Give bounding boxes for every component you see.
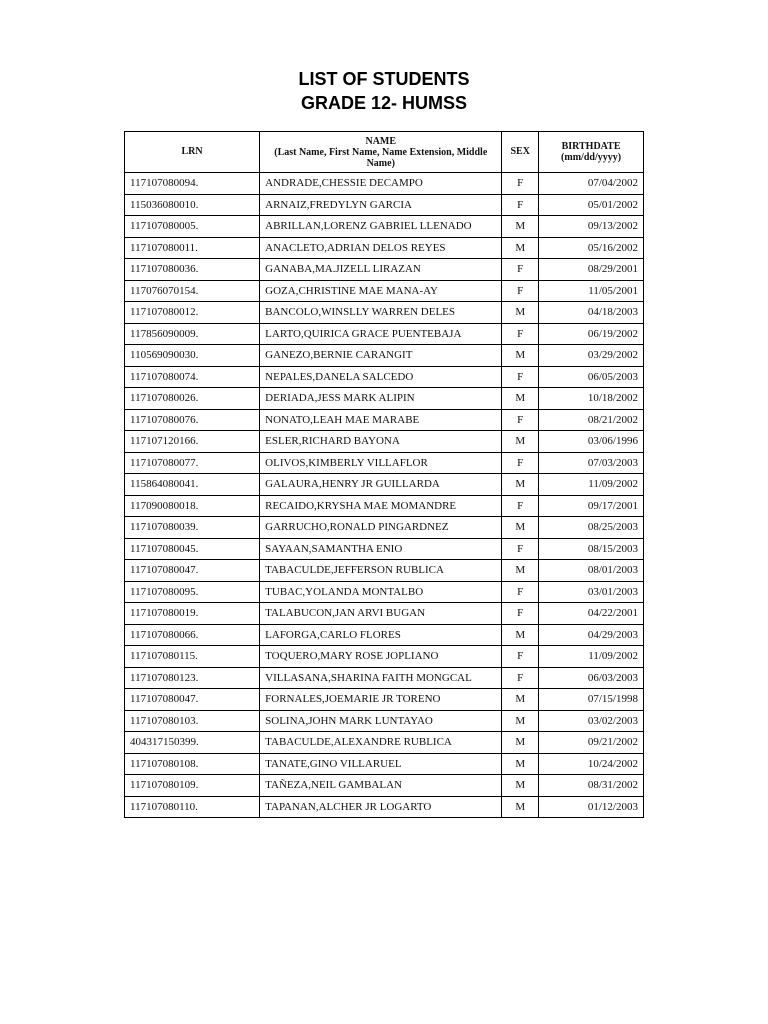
cell-sex: M — [502, 689, 539, 711]
cell-name: ANACLETO,ADRIAN DELOS REYES — [260, 237, 502, 259]
cell-name: ANDRADE,CHESSIE DECAMPO — [260, 173, 502, 195]
cell-lrn: 117076070154. — [125, 280, 260, 302]
cell-birthdate: 08/25/2003 — [539, 517, 644, 539]
cell-lrn: 115864080041. — [125, 474, 260, 496]
cell-name: TOQUERO,MARY ROSE JOPLIANO — [260, 646, 502, 668]
cell-sex: F — [502, 603, 539, 625]
cell-sex: F — [502, 280, 539, 302]
table-row — [125, 388, 644, 410]
cell-birthdate: 07/04/2002 — [539, 173, 644, 195]
cell-lrn: 117107120166. — [125, 431, 260, 453]
cell-lrn: 117107080011. — [125, 237, 260, 259]
cell-birthdate: 05/01/2002 — [539, 194, 644, 216]
cell-birthdate: 08/31/2002 — [539, 775, 644, 797]
cell-lrn: 117107080047. — [125, 689, 260, 711]
table-row — [125, 581, 644, 603]
cell-birthdate: 06/19/2002 — [539, 323, 644, 345]
cell-name: GARRUCHO,RONALD PINGARDNEZ — [260, 517, 502, 539]
table-row — [125, 431, 644, 453]
table-row — [125, 366, 644, 388]
header-sex: SEX — [502, 132, 539, 173]
cell-sex: M — [502, 237, 539, 259]
cell-birthdate: 08/21/2002 — [539, 409, 644, 431]
cell-name: SAYAAN,SAMANTHA ENIO — [260, 538, 502, 560]
table-row — [125, 194, 644, 216]
cell-name: LAFORGA,CARLO FLORES — [260, 624, 502, 646]
cell-birthdate: 08/01/2003 — [539, 560, 644, 582]
table-row — [125, 560, 644, 582]
cell-lrn: 117107080094. — [125, 173, 260, 195]
cell-sex: M — [502, 302, 539, 324]
table-row — [125, 409, 644, 431]
cell-sex: M — [502, 388, 539, 410]
table-row — [125, 216, 644, 238]
table-row — [125, 732, 644, 754]
cell-sex: M — [502, 345, 539, 367]
cell-birthdate: 06/03/2003 — [539, 667, 644, 689]
cell-name: GANABA,MA.JIZELL LIRAZAN — [260, 259, 502, 281]
cell-name: TALABUCON,JAN ARVI BUGAN — [260, 603, 502, 625]
cell-sex: F — [502, 173, 539, 195]
header-birthdate-sub: (mm/dd/yyyy) — [561, 152, 622, 163]
cell-lrn: 404317150399. — [125, 732, 260, 754]
cell-lrn: 117107080019. — [125, 603, 260, 625]
cell-sex: M — [502, 753, 539, 775]
cell-name: ARNAIZ,FREDYLYN GARCIA — [260, 194, 502, 216]
table-row — [125, 646, 644, 668]
table-row — [125, 603, 644, 625]
cell-birthdate: 07/03/2003 — [539, 452, 644, 474]
cell-sex: F — [502, 667, 539, 689]
cell-sex: F — [502, 259, 539, 281]
cell-lrn: 117107080115. — [125, 646, 260, 668]
cell-lrn: 117107080026. — [125, 388, 260, 410]
table-row — [125, 452, 644, 474]
header-name — [260, 132, 502, 173]
table-row — [125, 796, 644, 818]
cell-sex: F — [502, 538, 539, 560]
table-header-row — [125, 132, 644, 173]
cell-birthdate: 10/18/2002 — [539, 388, 644, 410]
student-table — [124, 131, 644, 818]
cell-sex: M — [502, 732, 539, 754]
cell-lrn: 117107080066. — [125, 624, 260, 646]
cell-name: ESLER,RICHARD BAYONA — [260, 431, 502, 453]
cell-lrn: 117107080005. — [125, 216, 260, 238]
cell-name: OLIVOS,KIMBERLY VILLAFLOR — [260, 452, 502, 474]
cell-lrn: 117107080036. — [125, 259, 260, 281]
cell-name: LARTO,QUIRICA GRACE PUENTEBAJA — [260, 323, 502, 345]
cell-sex: F — [502, 409, 539, 431]
cell-lrn: 117107080074. — [125, 366, 260, 388]
cell-sex: F — [502, 323, 539, 345]
page-title: LIST OF STUDENTS — [298, 69, 470, 89]
table-row — [125, 495, 644, 517]
cell-lrn: 117107080012. — [125, 302, 260, 324]
cell-birthdate: 08/15/2003 — [539, 538, 644, 560]
header-name-label: NAME — [365, 135, 397, 147]
cell-name: TABACULDE,ALEXANDRE RUBLICA — [260, 732, 502, 754]
cell-name: NONATO,LEAH MAE MARABE — [260, 409, 502, 431]
cell-sex: M — [502, 474, 539, 496]
table-row — [125, 280, 644, 302]
cell-birthdate: 10/24/2002 — [539, 753, 644, 775]
cell-lrn: 117107080077. — [125, 452, 260, 474]
cell-lrn: 110569090030. — [125, 345, 260, 367]
cell-name: GOZA,CHRISTINE MAE MANA-AY — [260, 280, 502, 302]
cell-birthdate: 11/05/2001 — [539, 280, 644, 302]
table-row — [125, 689, 644, 711]
cell-lrn: 117107080045. — [125, 538, 260, 560]
cell-birthdate: 03/06/1996 — [539, 431, 644, 453]
cell-lrn: 117107080110. — [125, 796, 260, 818]
cell-birthdate: 11/09/2002 — [539, 474, 644, 496]
cell-sex: F — [502, 366, 539, 388]
cell-name: TABACULDE,JEFFERSON RUBLICA — [260, 560, 502, 582]
table-row — [125, 259, 644, 281]
cell-sex: M — [502, 624, 539, 646]
cell-lrn: 117090080018. — [125, 495, 260, 517]
cell-birthdate: 09/21/2002 — [539, 732, 644, 754]
cell-lrn: 117107080103. — [125, 710, 260, 732]
cell-sex: F — [502, 646, 539, 668]
cell-name: TAÑEZA,NEIL GAMBALAN — [260, 775, 502, 797]
cell-birthdate: 03/29/2002 — [539, 345, 644, 367]
cell-name: GALAURA,HENRY JR GUILLARDA — [260, 474, 502, 496]
cell-lrn: 117107080109. — [125, 775, 260, 797]
cell-birthdate: 04/18/2003 — [539, 302, 644, 324]
cell-sex: F — [502, 452, 539, 474]
header-birthdate-label: BIRTHDATE — [561, 141, 621, 152]
table-body — [125, 173, 644, 818]
cell-sex: F — [502, 495, 539, 517]
cell-name: NEPALES,DANELA SALCEDO — [260, 366, 502, 388]
cell-name: TANATE,GINO VILLARUEL — [260, 753, 502, 775]
table-row — [125, 345, 644, 367]
cell-lrn: 117856090009. — [125, 323, 260, 345]
table-row — [125, 710, 644, 732]
header-lrn: LRN — [125, 132, 260, 173]
cell-name: VILLASANA,SHARINA FAITH MONGCAL — [260, 667, 502, 689]
cell-sex: M — [502, 775, 539, 797]
table-row — [125, 302, 644, 324]
header-birthdate — [539, 132, 644, 173]
table-row — [125, 775, 644, 797]
table-row — [125, 323, 644, 345]
table-row — [125, 517, 644, 539]
table-row — [125, 667, 644, 689]
cell-name: TAPANAN,ALCHER JR LOGARTO — [260, 796, 502, 818]
cell-name: GANEZO,BERNIE CARANGIT — [260, 345, 502, 367]
cell-name: DERIADA,JESS MARK ALIPIN — [260, 388, 502, 410]
cell-lrn: 115036080010. — [125, 194, 260, 216]
cell-birthdate: 07/15/1998 — [539, 689, 644, 711]
cell-sex: F — [502, 581, 539, 603]
cell-birthdate: 09/13/2002 — [539, 216, 644, 238]
header-name-sub: (Last Name, First Name, Name Extension, Middle Name) — [274, 146, 488, 169]
cell-name: TUBAC,YOLANDA MONTALBO — [260, 581, 502, 603]
cell-name: BANCOLO,WINSLLY WARREN DELES — [260, 302, 502, 324]
cell-name: ABRILLAN,LORENZ GABRIEL LLENADO — [260, 216, 502, 238]
cell-lrn: 117107080047. — [125, 560, 260, 582]
cell-lrn: 117107080108. — [125, 753, 260, 775]
cell-sex: M — [502, 796, 539, 818]
cell-birthdate: 01/12/2003 — [539, 796, 644, 818]
cell-birthdate: 11/09/2002 — [539, 646, 644, 668]
cell-sex: F — [502, 194, 539, 216]
table-row — [125, 753, 644, 775]
cell-name: SOLINA,JOHN MARK LUNTAYAO — [260, 710, 502, 732]
cell-birthdate: 05/16/2002 — [539, 237, 644, 259]
cell-lrn: 117107080076. — [125, 409, 260, 431]
table-row — [125, 538, 644, 560]
cell-birthdate: 04/22/2001 — [539, 603, 644, 625]
cell-birthdate: 03/02/2003 — [539, 710, 644, 732]
cell-birthdate: 08/29/2001 — [539, 259, 644, 281]
cell-sex: M — [502, 560, 539, 582]
cell-birthdate: 09/17/2001 — [539, 495, 644, 517]
cell-birthdate: 04/29/2003 — [539, 624, 644, 646]
table-row — [125, 474, 644, 496]
cell-lrn: 117107080095. — [125, 581, 260, 603]
cell-name: RECAIDO,KRYSHA MAE MOMANDRE — [260, 495, 502, 517]
cell-birthdate: 06/05/2003 — [539, 366, 644, 388]
table-row — [125, 624, 644, 646]
cell-sex: M — [502, 517, 539, 539]
cell-name: FORNALES,JOEMARIE JR TORENO — [260, 689, 502, 711]
cell-birthdate: 03/01/2003 — [539, 581, 644, 603]
cell-sex: M — [502, 216, 539, 238]
cell-lrn: 117107080039. — [125, 517, 260, 539]
cell-lrn: 117107080123. — [125, 667, 260, 689]
table-row — [125, 173, 644, 195]
cell-sex: M — [502, 431, 539, 453]
page-subtitle: GRADE 12- HUMSS — [300, 93, 468, 113]
cell-sex: M — [502, 710, 539, 732]
table-row — [125, 237, 644, 259]
